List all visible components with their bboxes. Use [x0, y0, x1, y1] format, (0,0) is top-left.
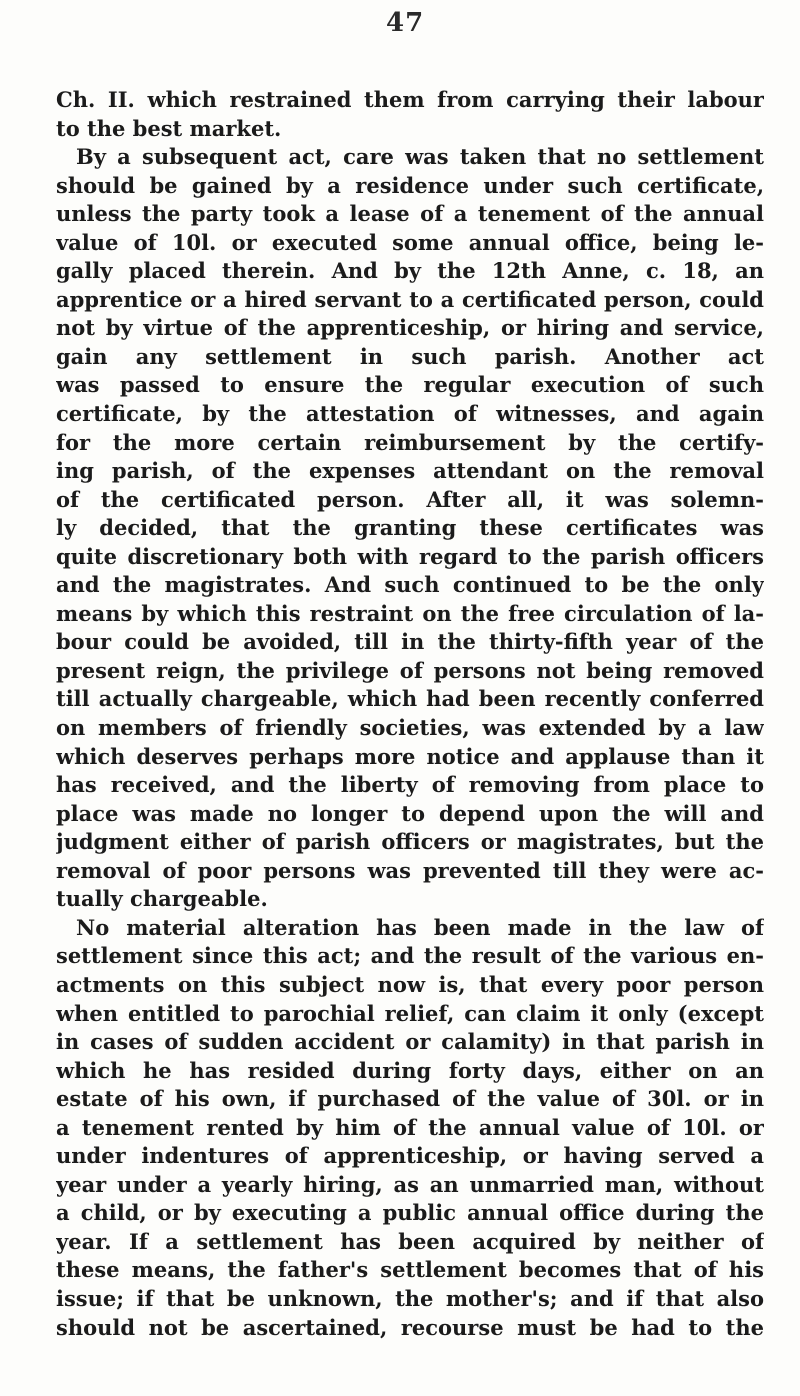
text-line: a tenement rented by him of the annual value of 10l. or	[56, 1114, 764, 1140]
text-line: has received, and the liberty of removing from place to	[56, 772, 764, 798]
text-line: gain any settlement in such parish. Another act	[56, 343, 764, 369]
text-line: which deserves perhaps more notice and applause than it	[56, 743, 764, 769]
body-text	[56, 86, 764, 1342]
text-line: place was made no longer to depend upon the will and	[56, 800, 764, 826]
text-line: Ch. II. which restrained them from carrying their labour	[56, 87, 764, 112]
text-line: to the best market.	[56, 115, 282, 141]
text-line: should be gained by a residence under such certificate,	[56, 172, 764, 198]
text-line: issue; if that be unknown, the mother's; and if that also	[56, 1285, 764, 1311]
text-line: till actually chargeable, which had been recently conferred	[56, 686, 764, 712]
text-line: value of 10l. or executed some annual office, being le-	[56, 229, 764, 255]
text-line: these means, the father's settlement becomes that of his	[56, 1257, 764, 1283]
text-line: not by virtue of the apprenticeship, or hiring and service,	[56, 315, 764, 341]
text-line: apprentice or a hired servant to a certificated person, could	[56, 286, 764, 312]
text-line: ing parish, of the expenses attendant on the removal	[56, 458, 764, 484]
text-line: gally placed therein. And by the 12th Anne, c. 18, an	[56, 258, 764, 284]
text-line: should not be ascertained, recourse must be had to the	[56, 1314, 764, 1340]
page-number: 47	[386, 8, 425, 38]
text-line: tually chargeable.	[56, 886, 268, 912]
text-line: No material alteration has been made in the law of	[76, 914, 764, 940]
text-line: in cases of sudden accident or calamity) in that parish in	[56, 1029, 764, 1055]
text-line: when entitled to parochial relief, can claim it only (except	[56, 1000, 764, 1026]
text-line: under indentures of apprenticeship, or having served a	[56, 1143, 764, 1169]
text-line: bour could be avoided, till in the thirty-fifth year of the	[56, 629, 764, 655]
text-line: settlement since this act; and the result of the various en-	[56, 943, 764, 969]
text-line: unless the party took a lease of a tenement of the annual	[56, 201, 764, 227]
text-line: means by which this restraint on the free circulation of la-	[56, 600, 764, 626]
text-line: and the magistrates. And such continued to be the only	[56, 572, 764, 598]
text-line: quite discretionary both with regard to the parish officers	[56, 543, 764, 569]
text-line: removal of poor persons was prevented till they were ac-	[56, 857, 764, 883]
text-line: on members of friendly societies, was extended by a law	[56, 715, 764, 741]
text-line: present reign, the privilege of persons not being removed	[56, 657, 764, 683]
text-line: of the certificated person. After all, it was solemn-	[56, 486, 764, 512]
text-line: year. If a settlement has been acquired by neither of	[56, 1228, 764, 1254]
text-line: was passed to ensure the regular execution of such	[56, 372, 764, 398]
text-line: judgment either of parish officers or magistrates, but the	[56, 829, 764, 855]
text-line: estate of his own, if purchased of the value of 30l. or in	[56, 1086, 764, 1112]
text-line: for the more certain reimbursement by the certify-	[56, 429, 764, 455]
text-line: which he has resided during forty days, either on an	[56, 1057, 764, 1083]
text-line: actments on this subject now is, that every poor person	[56, 971, 764, 997]
text-line: a child, or by executing a public annual office during the	[56, 1200, 764, 1226]
text-line: year under a yearly hiring, as an unmarried man, without	[56, 1171, 764, 1197]
text-line: ly decided, that the granting these certificates was	[56, 515, 764, 541]
text-line: certificate, by the attestation of witnesses, and again	[56, 401, 764, 427]
text-line: By a subsequent act, care was taken that no settlement	[76, 144, 764, 170]
